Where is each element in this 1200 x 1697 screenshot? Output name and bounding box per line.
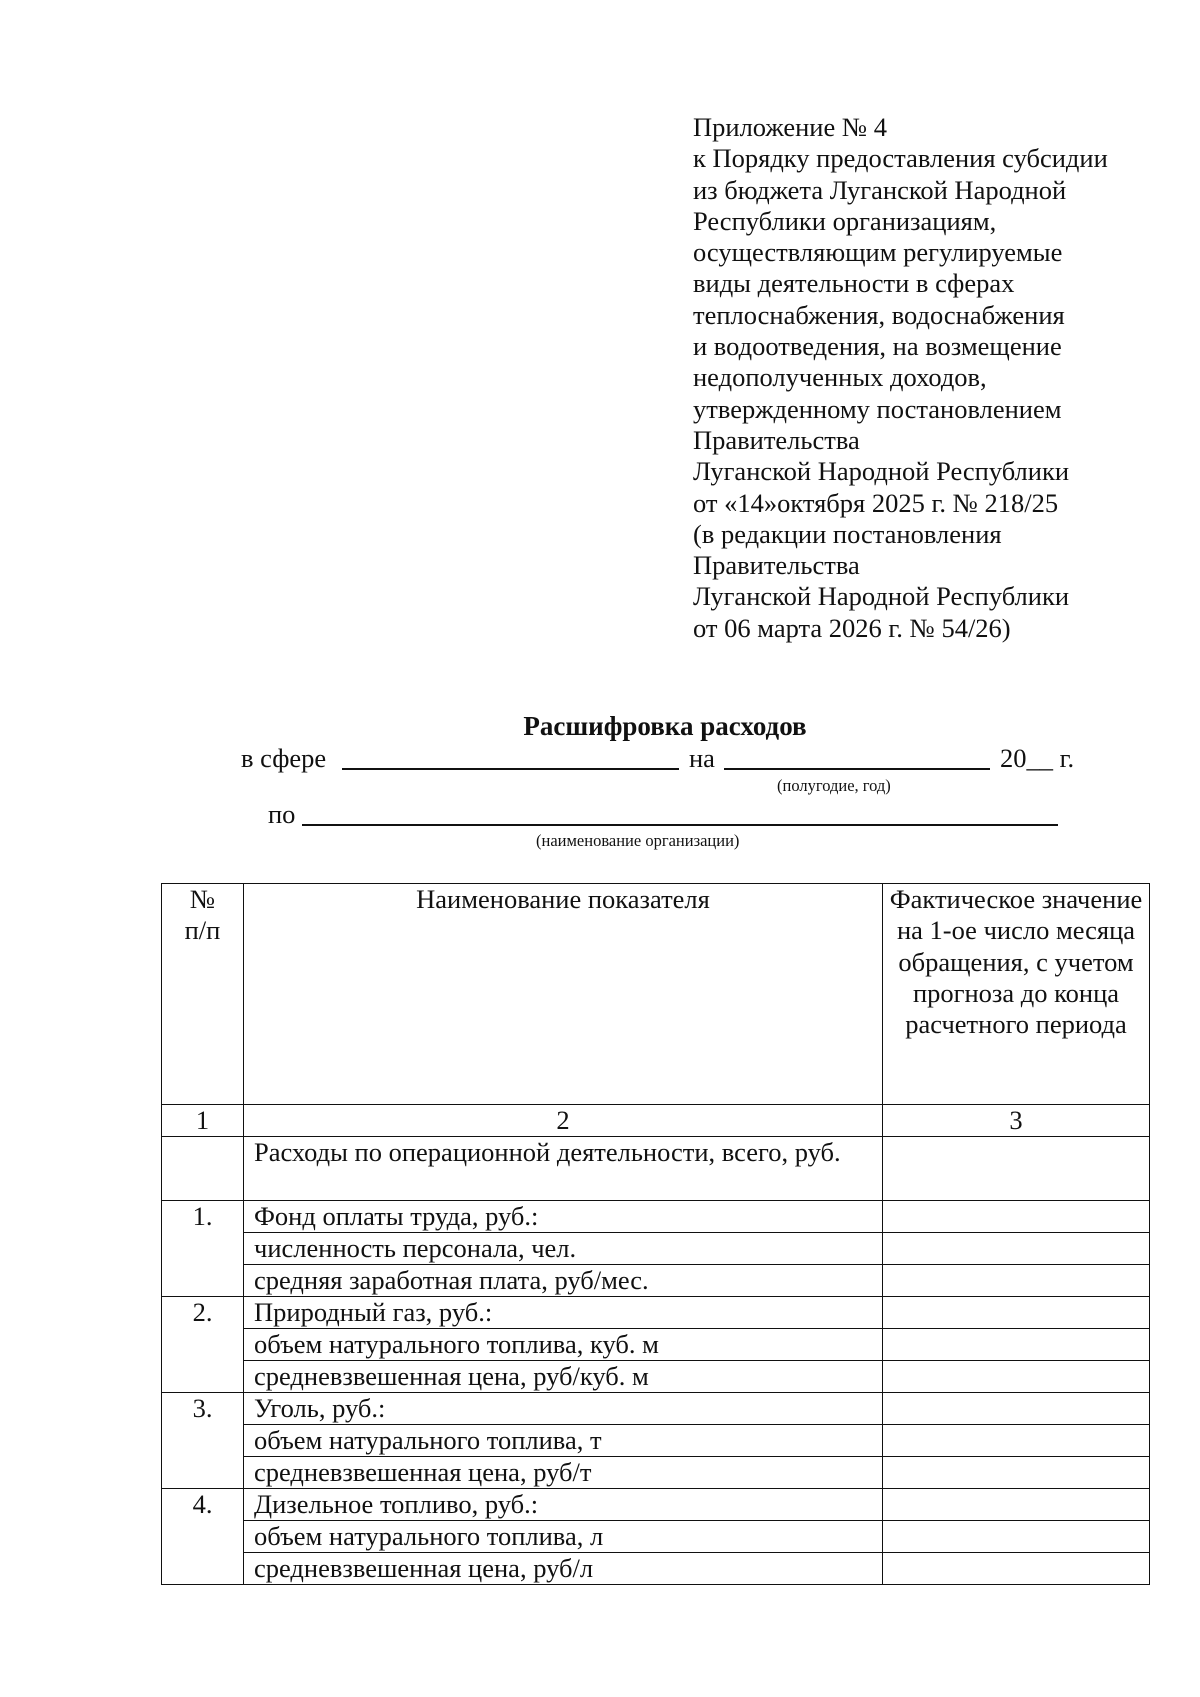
appendix-line: утвержденному постановлением <box>693 393 1062 424</box>
value-cell[interactable] <box>883 1361 1150 1393</box>
sphere-label: в сфере <box>241 743 327 773</box>
group-number: 3. <box>162 1393 244 1489</box>
header-num <box>162 884 244 1105</box>
appendix-line: Луганской Народной Республики <box>693 581 1070 612</box>
row-label: объем натурального топлива, куб. м <box>244 1329 883 1361</box>
by-label: по <box>268 799 296 829</box>
table-row <box>162 1361 1150 1393</box>
appendix-line: от «14»октября 2025 г. № 218/25 <box>693 487 1059 518</box>
period-field[interactable] <box>724 768 990 770</box>
value-cell[interactable] <box>883 1489 1150 1521</box>
appendix-line: от 06 марта 2026 г. № 54/26) <box>693 612 1011 643</box>
value-cell[interactable] <box>883 1233 1150 1265</box>
row-label: Природный газ, руб.: <box>244 1297 883 1329</box>
table-row <box>162 1521 1150 1553</box>
total-num-cell <box>162 1137 244 1201</box>
column-number: 2 <box>244 1105 883 1137</box>
table-row <box>162 1489 1150 1521</box>
period-hint: (полугодие, год) <box>777 776 891 795</box>
table-row <box>162 1425 1150 1457</box>
on-label: на <box>689 743 715 773</box>
value-cell[interactable] <box>883 1521 1150 1553</box>
table-row <box>162 1265 1150 1297</box>
organization-hint: (наименование организации) <box>536 831 740 850</box>
appendix-line: недополученных доходов, <box>693 362 987 393</box>
value-cell[interactable] <box>883 1425 1150 1457</box>
appendix-line: Республики организациям, <box>693 205 997 236</box>
table-row <box>162 1201 1150 1233</box>
row-label: Фонд оплаты труда, руб.: <box>244 1201 883 1233</box>
table-row <box>162 1457 1150 1489</box>
header-name: Наименование показателя <box>244 884 883 1105</box>
total-value-cell[interactable] <box>883 1137 1150 1201</box>
row-label: средняя заработная плата, руб/мес. <box>244 1265 883 1297</box>
appendix-line: и водоотведения, на возмещение <box>693 331 1062 362</box>
value-cell[interactable] <box>883 1297 1150 1329</box>
row-label: объем натурального топлива, л <box>244 1521 883 1553</box>
value-cell[interactable] <box>883 1457 1150 1489</box>
column-numbers-row <box>162 1105 1150 1137</box>
value-cell[interactable] <box>883 1265 1150 1297</box>
column-number: 3 <box>883 1105 1150 1137</box>
year-label: 20__ г. <box>1000 743 1075 773</box>
value-cell[interactable] <box>883 1201 1150 1233</box>
header-num-text: № п/п <box>184 884 221 946</box>
group-number: 4. <box>162 1489 244 1585</box>
value-cell[interactable] <box>883 1329 1150 1361</box>
appendix-line: к Порядку предоставления субсидии <box>693 143 1108 174</box>
appendix-line: Правительства <box>693 550 860 581</box>
row-label: средневзвешенная цена, руб/л <box>244 1553 883 1585</box>
row-label: объем натурального топлива, т <box>244 1425 883 1457</box>
value-cell[interactable] <box>883 1393 1150 1425</box>
row-label: Уголь, руб.: <box>244 1393 883 1425</box>
appendix-line: Правительства <box>693 424 860 455</box>
appendix-line: осуществляющим регулируемые <box>693 237 1063 268</box>
group-number: 1. <box>162 1201 244 1297</box>
appendix-header <box>693 112 1173 644</box>
table-row <box>162 1553 1150 1585</box>
row-label: Дизельное топливо, руб.: <box>244 1489 883 1521</box>
appendix-line: (в редакции постановления <box>693 518 1002 549</box>
table-row <box>162 1233 1150 1265</box>
appendix-line: теплоснабжения, водоснабжения <box>693 299 1065 330</box>
table-header-row <box>162 884 1150 1105</box>
sphere-field[interactable] <box>342 768 679 770</box>
table-row <box>162 1393 1150 1425</box>
row-label: средневзвешенная цена, руб/т <box>244 1457 883 1489</box>
form-title: Расшифровка расходов <box>523 711 807 741</box>
appendix-line: Луганской Народной Республики <box>693 456 1070 487</box>
costs-table <box>161 883 1150 1585</box>
organization-field[interactable] <box>302 824 1058 826</box>
appendix-line: виды деятельности в сферах <box>693 268 1015 299</box>
column-number: 1 <box>162 1105 244 1137</box>
table-row <box>162 1297 1150 1329</box>
row-label: численность персонала, чел. <box>244 1233 883 1265</box>
group-number: 2. <box>162 1297 244 1393</box>
appendix-line: из бюджета Луганской Народной <box>693 174 1067 205</box>
appendix-line: Приложение № 4 <box>693 112 888 142</box>
row-label: средневзвешенная цена, руб/куб. м <box>244 1361 883 1393</box>
value-cell[interactable] <box>883 1553 1150 1585</box>
header-value: Фактическое значение на 1-ое число месяца обращения, с учетом прогноза до конца расчетного периода <box>883 884 1150 1105</box>
total-label: Расходы по операционной деятельности, всего, руб. <box>244 1137 883 1201</box>
total-row <box>162 1137 1150 1201</box>
table-row <box>162 1329 1150 1361</box>
